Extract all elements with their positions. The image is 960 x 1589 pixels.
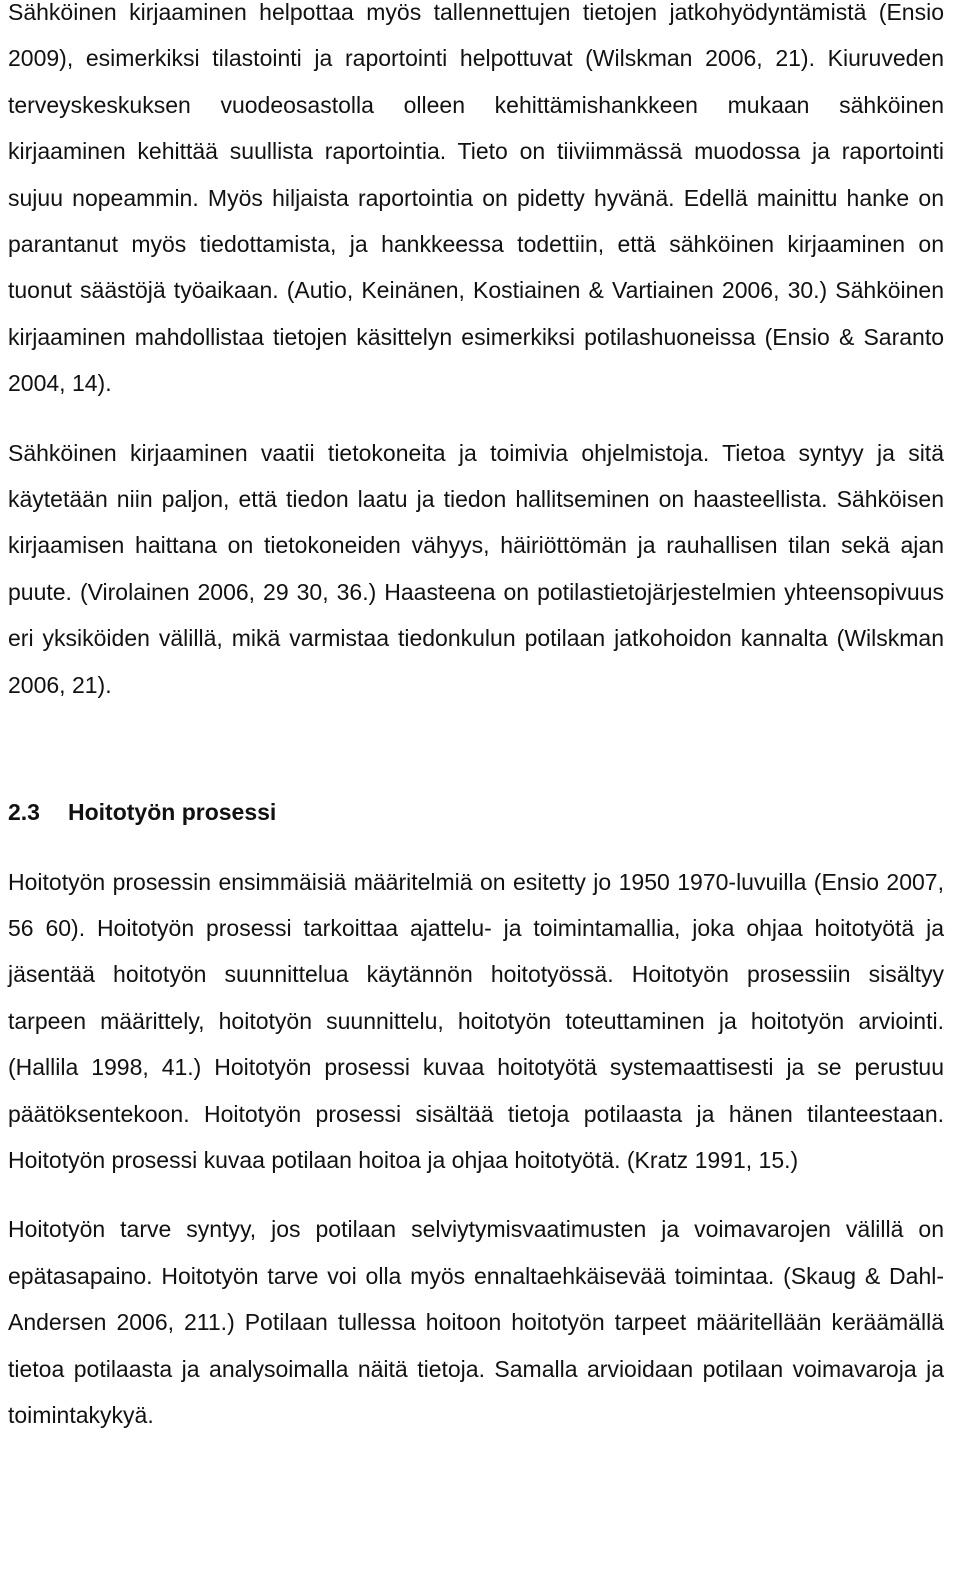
paragraph-nursing-need: Hoitotyön tarve syntyy, jos potilaan selviytymisvaatimusten ja voimavarojen välillä on epätasapaino. Hoitotyön tarve voi olla myös ennaltaehkäisevää toimintaa. (Skaug & Dahl-Andersen 2006, 211.) Potilaan tullessa hoitoon hoitotyön tarpeet määritellään keräämällä tietoa potilaasta ja analysoimalla näitä tietoja. Samalla arvioidaan potilaan voimavaroja ja toimintakykyä. — [8, 1216, 944, 1428]
paragraph-nursing-process-definition: Hoitotyön prosessin ensimmäisiä määritelmiä on esitetty jo 1950 1970-luvuilla (Ensio 2007, 56 60). Hoitotyön prosessi tarkoittaa ajattelu- ja toimintamallia, joka ohjaa hoitotyötä ja jäsentää hoitotyön suunnittelua käytännön hoitotyössä. Hoitotyön prosessiin sisältyy tarpeen määrittely, hoitotyön suunnittelu, hoitotyön toteuttaminen ja hoitotyön arviointi. (Hallila 1998, 41.) Hoitotyön prosessi kuvaa hoitotyötä systemaattisesti ja se perustuu päätöksentekoon. Hoitotyön prosessi sisältää tietoja potilaasta ja hänen tilanteestaan. Hoitotyön prosessi kuvaa potilaan hoitoa ja ohjaa hoitotyötä. (Kratz 1991, 15.) — [8, 868, 944, 1173]
section-heading — [8, 789, 944, 835]
paragraph-electronic-recording-benefits: Sähköinen kirjaaminen helpottaa myös tallennettujen tietojen jatkohyödyntämistä (Ensio 2009), esimerkiksi tilastointi ja raportointi helpottuvat (Wilskman 2006, 21). Kiuruveden terveyskeskuksen vuodeosastolla olleen kehittämishankkeen mukaan sähköinen kirjaaminen kehittää suullista raportointia. Tieto on tiiviimmässä muodossa ja raportointi sujuu nopeammin. Myös hiljaista raportointia on pidetty hyvänä. Edellä mainittu hanke on parantanut myös tiedottamista, ja hankkeessa todettiin, että sähköinen kirjaaminen on tuonut säästöjä työaikaan. (Autio, Keinänen, Kostiainen & Vartiainen 2006, 30.) Sähköinen kirjaaminen mahdollistaa tietojen käsittelyn esimerkiksi potilashuoneissa (Ensio & Saranto 2004, 14). — [8, 0, 944, 397]
paragraph-electronic-recording-challenges: Sähköinen kirjaaminen vaatii tietokoneita ja toimivia ohjelmistoja. Tietoa syntyy ja sitä käytetään niin paljon, että tiedon laatu ja tiedon hallitseminen on haasteellista. Sähköisen kirjaamisen haittana on tietokoneiden vähyys, häiriöttömän ja rauhallisen tilan sekä ajan puute. (Virolainen 2006, 29 30, 36.) Haasteena on potilastietojärjestelmien yhteensopivuus eri yksiköiden välillä, mikä varmistaa tiedonkulun potilaan jatkohoidon kannalta (Wilskman 2006, 21). — [8, 439, 944, 698]
section-number: 2.3 — [8, 799, 40, 826]
section-title: Hoitotyön prosessi — [68, 799, 277, 826]
document-page — [8, 0, 944, 1438]
